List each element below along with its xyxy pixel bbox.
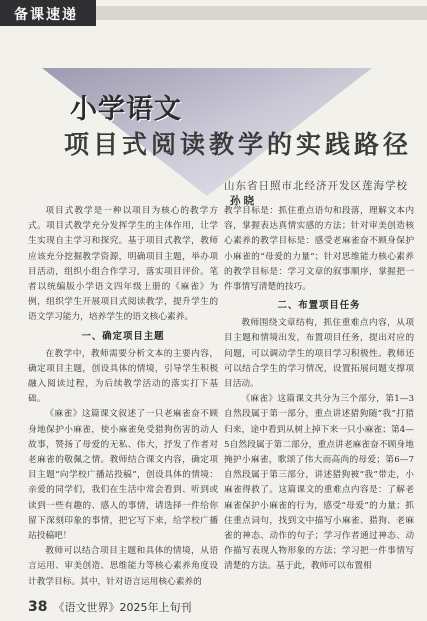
paragraph: 《麻雀》这篇课文叙述了一只老麻雀奋不顾身地保护小麻雀，使小麻雀免受猎狗伤害的动人故事，赞扬了母爱的无私、伟大，抒发了作者对老麻雀的敬佩之情。教师结合课文内容，确定项目主题“向学校广播站投稿”，创设具体的情境：亲爱的同学们，我们在生活中常会看到、听到或读到一些有趣的、感人的事情，请选择一件给你留下深刻印象的事情，把它写下来，给学校广播站投稿吧！ [28, 409, 218, 542]
article-subtitle: 项目式阅读教学的实践路径 [64, 130, 413, 159]
left-column [28, 204, 218, 590]
paragraph: 在教学中，教师需要分析文本的主要内容，确定项目主题，创设具体的情境，引导学生积极融入阅读过程，为后续教学活动的落实打下基础。 [28, 348, 218, 405]
paragraph: 教学目标是：抓住重点语句和段落，理解文本内容，掌握表达真情实感的方法；针对审美创造核心素养的教学目标是：感受老麻雀奋不顾身保护小麻雀的“母爱的力量”；针对思维能力核心素养的教学目标是：学习文章的叙事顺序，掌握把一件事情写清楚的技巧。 [224, 206, 414, 293]
section-header-stripe [96, 6, 427, 20]
paragraph: 《麻雀》这篇课文共分为三个部分，第1—3自然段属于第一部分，重点讲述猎狗随“我”打猎归来，途中看到从树上掉下来一只小麻雀；第4—5自然段属于第二部分，重点讲老麻雀奋不顾身地掩护小麻雀，歌颂了伟大而高尚的母爱；第6—7自然段属于第三部分，讲述猎狗被“我”带走，小麻雀得救了。这篇课文的重难点内容是：了解老麻雀保护小麻雀的行为，感受“母爱”的力量；抓住重点词句，找到文中描写小麻雀、猎狗、老麻雀的神态、动作的句子；学习作者通过神态、动作描写表现人物形象的方法；学习把一件事情写清楚的方法。基于此，教师可以布置相 [224, 394, 414, 572]
paragraph: 教师可以结合项目主题和具体的情境，从语言运用、审美创造、思维能力等核心素养角度设计教学目标。其中，针对语言运用核心素养的 [28, 546, 218, 587]
paragraph: 教师围绕文章结构，抓住重难点内容，从项目主题和情境出发，布置项目任务，提出对应的问题，可以调动学生的项目学习积极性。教师还可以结合学生的学习情况，设置拓展问题支撑项目活动。 [224, 318, 414, 390]
section-label: 备课速递 [14, 7, 78, 23]
page-number: 38 [28, 599, 48, 615]
paragraph: 项目式教学是一种以项目为核心的教学方式。项目式教学充分发挥学生的主体作用，让学生实现自主学习和探究。基于项目式教学，教师应该充分挖掘教学资源，明确项目主题，举办项目活动，组织小组合作学习，落实项目评价。笔者以统编版小学语文四年级上册的《麻雀》为例，组织学生开展项目式阅读教学，提升学生的语文学习能力，培养学生的语文核心素养。 [28, 206, 218, 323]
author-affiliation: 山东省日照市北经济开发区莲海学校 [224, 180, 408, 192]
right-column [224, 204, 414, 575]
page-footer [28, 599, 191, 615]
author-name: 孙晓 [230, 195, 257, 207]
section-heading: 二、布置项目任务 [277, 300, 361, 312]
journal-name: 《语文世界》2025年上旬刊 [53, 601, 192, 614]
section-header-bar [0, 0, 427, 26]
article-title: 小学语文 [70, 94, 182, 125]
section-heading: 一、确定项目主题 [81, 330, 165, 342]
